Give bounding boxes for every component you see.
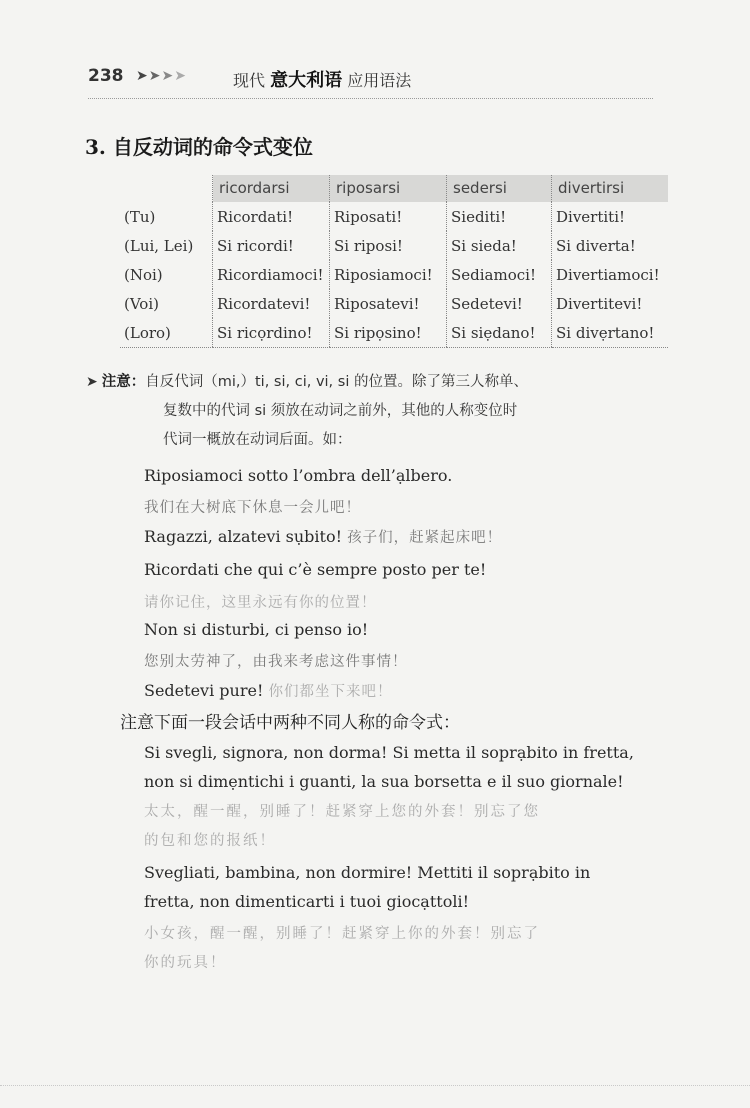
table-header-cell: riposarsi [330,175,447,202]
running-header [88,60,653,99]
example-chinese: 我们在大树底下休息一会儿吧！ [144,500,361,516]
pronoun-cell: (Voi) [124,294,159,313]
pronoun-cell: (Loro) [120,318,213,348]
example-italian: Ragazzi, alzatevi sụbito! [144,527,343,546]
example-line [144,680,392,701]
table-cell: Sediamoci! [447,260,552,289]
example-chinese: 请你记住，这里永远有你的位置！ [144,595,377,611]
dialogue-informal-italian [144,858,654,916]
example-italian: Ricordati che qui c’è sempre posto per te! [144,560,487,579]
table-cell: Divertiti! [552,202,669,231]
table-cell: Riposatevi! [330,289,447,318]
dialogue-intro: 注意下面一段会话中两种不同人称的命令式： [120,713,460,733]
text-line: 太太，醒一醒，别睡了！赶紧穿上您的外套！别忘了您 [144,804,540,820]
example-chinese: 您别太劳神了，由我来考虑这件事情！ [144,654,408,670]
example-italian: Non si disturbi, ci penso io! [144,620,369,639]
table-cell: Si diverta! [552,231,669,260]
dialogue-formal-italian [144,738,654,796]
note-label: 注意： [101,374,146,390]
dialogue-formal-chinese [144,798,654,856]
table-cell: Si ricordi! [213,231,330,260]
header-arrows-icon: ➤➤➤➤ [136,68,187,84]
table-header-empty [120,175,213,202]
table-cell: Ricordati! [213,202,330,231]
note-line: 复数中的代词 si 须放在动词之前外，其他的人称变位时 [163,403,518,419]
page-bottom-rule [0,1085,750,1086]
table-row [120,318,668,348]
table-cell: Riposati! [330,202,447,231]
table-row [120,202,668,231]
table-cell: Si ripọsino! [330,318,447,348]
table-cell: Siediti! [447,202,552,231]
example-italian: Sedetevi pure! [144,681,264,700]
conjugation-table [120,175,668,348]
example-line [144,526,502,547]
section-title: 3. 自反动词的命令式变位 [85,135,313,159]
table-cell: Si siẹdano! [447,318,552,348]
table-row [120,260,668,289]
example-italian: Riposiamoci sotto l’ombra dell’ạlbero. [144,466,453,485]
text-line: 的包和您的报纸！ [144,833,276,849]
text-line: Svegliati, bambina, non dormire! Mettiti il soprạbito in [144,863,591,882]
table-header-cell: sedersi [447,175,552,202]
table-cell: Ricordiamoci! [213,260,330,289]
text-line: fretta, non dimenticarti i tuoi giocạttoli! [144,892,469,911]
table-cell: Riposiamoci! [330,260,447,289]
table-row [120,231,668,260]
table-cell: Sedetevi! [447,289,552,318]
note-line: 代词一概放在动词后面。如： [163,432,352,448]
page-number: 238 [88,66,124,86]
pronoun-cell: (Tu) [124,207,156,226]
text-line: 小女孩，醒一醒，别睡了！赶紧穿上你的外套！别忘了 [144,926,540,942]
table-cell: Si sieda! [447,231,552,260]
table-row [120,289,668,318]
table-cell: Si riposi! [330,231,447,260]
table-cell: Si divẹrtano! [552,318,669,348]
text-line: non si dimẹntichi i guanti, la sua borsetta e il suo giornale! [144,772,624,791]
dialogue-informal-chinese [144,920,654,978]
text-line: 你的玩具！ [144,955,227,971]
example-chinese: 你们都坐下来吧！ [268,684,393,700]
example-chinese: 孩子们，赶紧起床吧！ [347,530,503,546]
pronoun-cell: (Noi) [124,265,163,284]
note-line: 自反代词（mi,）ti, si, ci, vi, si 的位置。除了第三人称单、 [145,374,528,390]
grammar-note [86,368,666,455]
table-cell: Divertitevi! [552,289,669,318]
text-line: Si svegli, signora, non dorma! Si metta il soprạbito in fretta, [144,743,634,762]
table-header-cell: divertirsi [552,175,669,202]
table-header-cell: ricordarsi [213,175,330,202]
pronoun-cell: (Lui, Lei) [124,236,194,255]
book-title: 现代 意大利语 应用语法 [233,70,412,91]
note-arrow-icon: ➤ [86,374,98,390]
table-cell: Si ricọrdino! [213,318,330,348]
table-cell: Ricordatevi! [213,289,330,318]
table-header-row [120,175,668,202]
table-cell: Divertiamoci! [552,260,669,289]
